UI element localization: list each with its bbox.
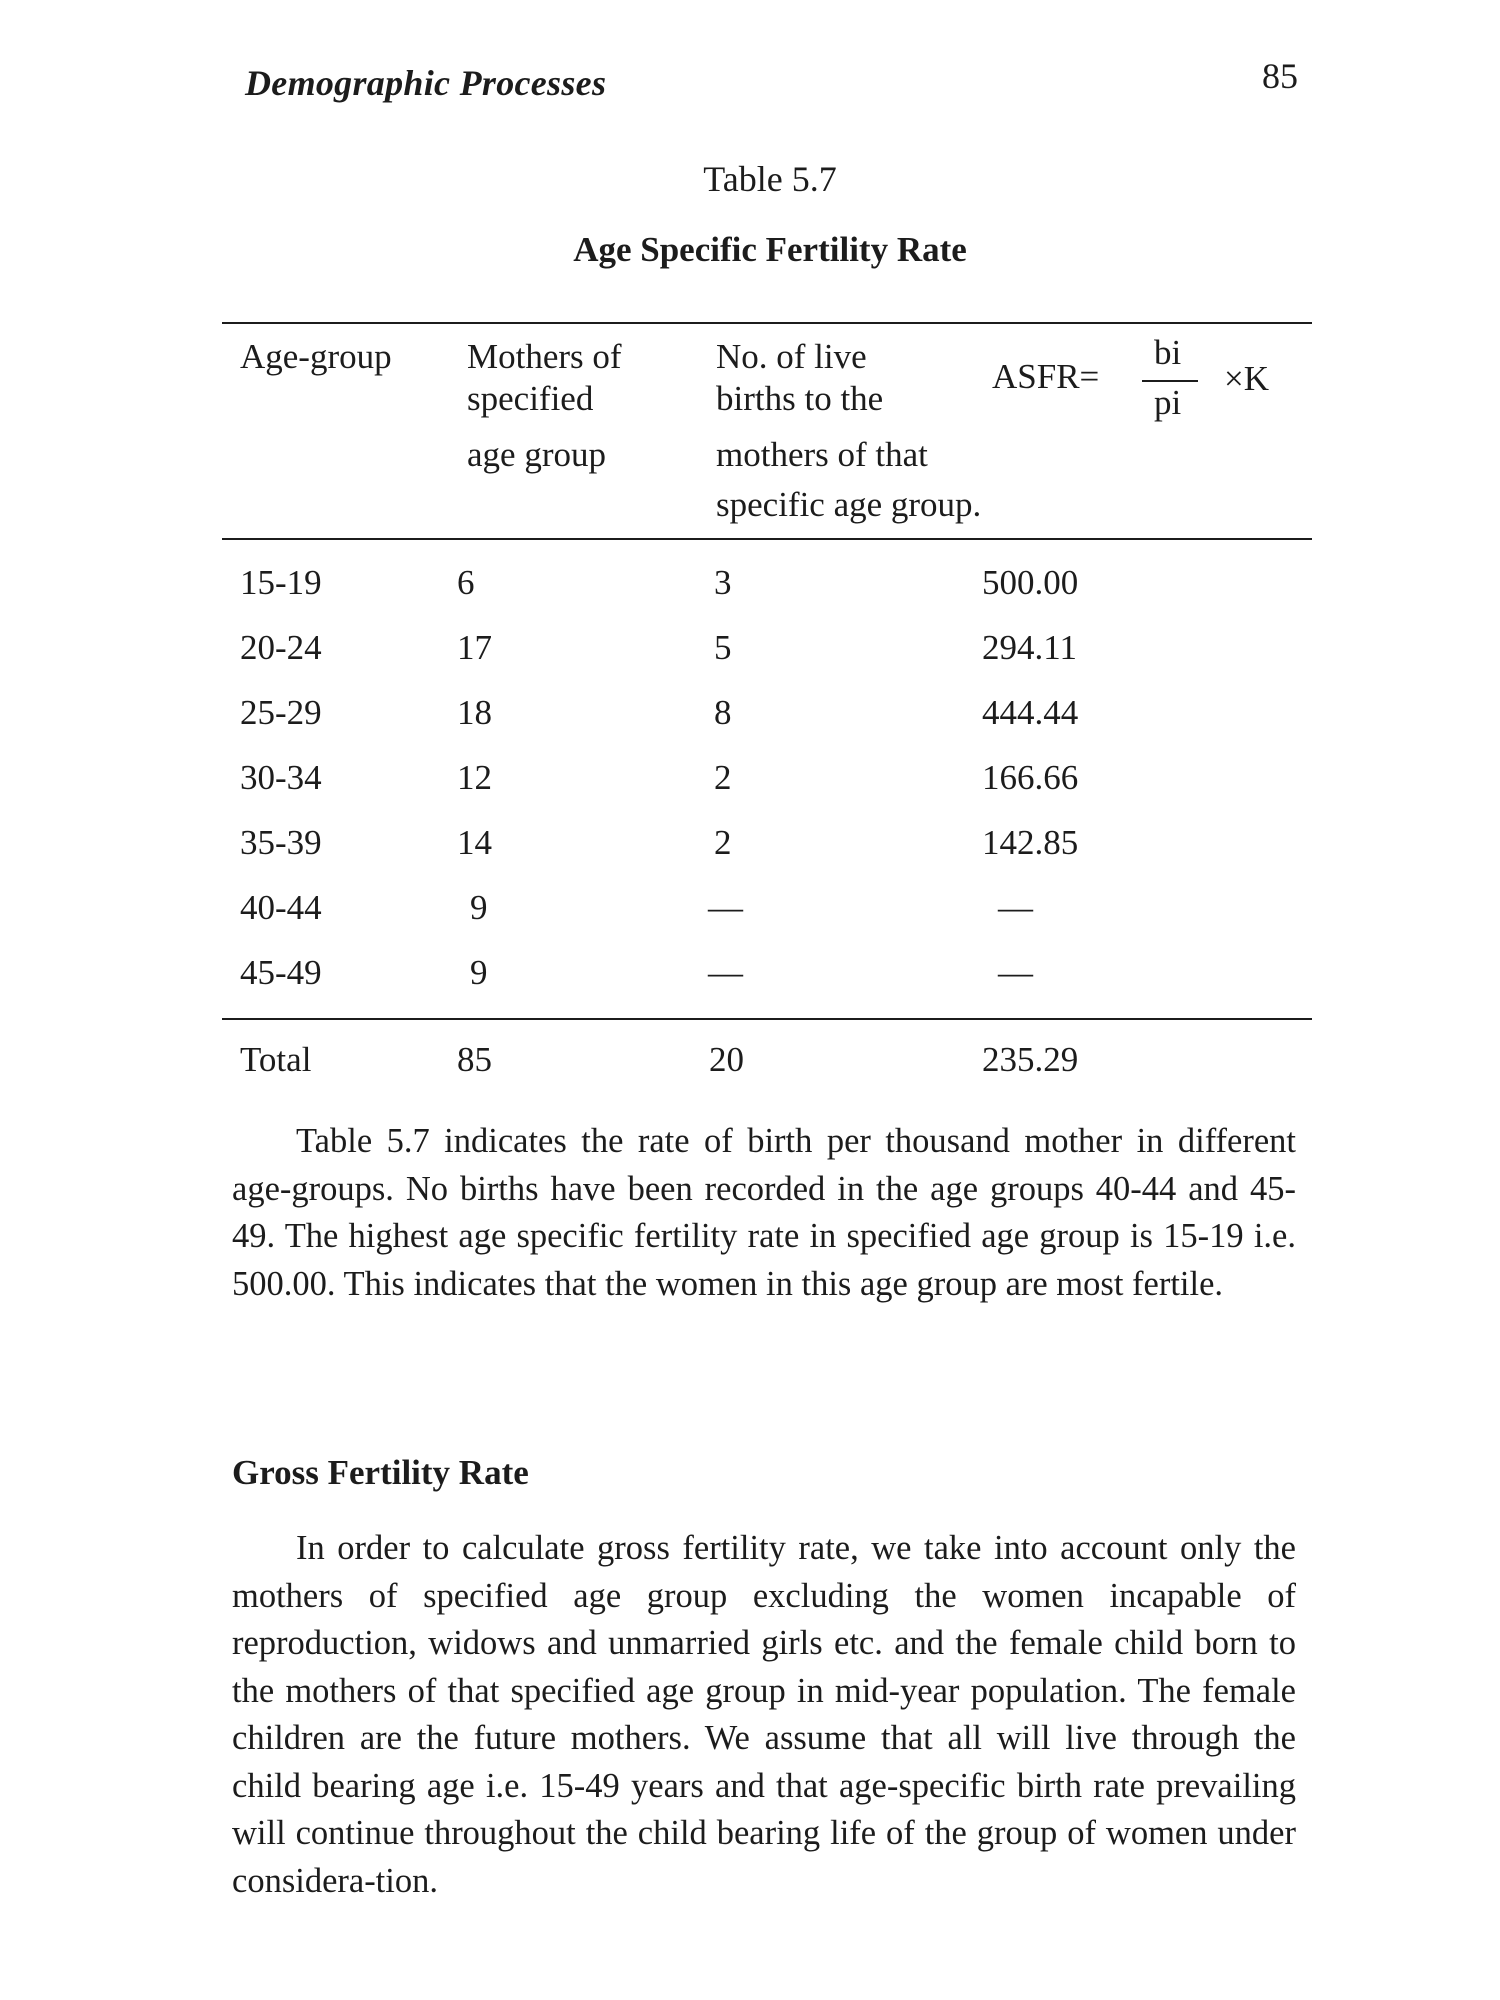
cell-mothers: 9 [470,953,488,992]
cell-age: 20-24 [240,628,322,667]
column-header-age-group: Age-group [240,337,392,376]
section-heading: Gross Fertility Rate [232,1453,529,1492]
table-top-rule [222,322,1312,324]
cell-asfr: — [998,953,1033,992]
page-number: 85 [1262,56,1298,96]
cell-age: 35-39 [240,823,322,862]
cell-mothers: 18 [457,693,492,732]
running-head: Demographic Processes [245,63,607,103]
cell-asfr: 142.85 [982,823,1079,862]
table-number: Table 5.7 [703,159,837,199]
cell-age: 40-44 [240,888,322,927]
table-title: Age Specific Fertility Rate [573,230,967,269]
column-header-live-births: No. of live births to the mothers of that specific age group. [716,337,982,524]
cell-age: 25-29 [240,693,322,732]
cell-mothers: 9 [470,888,488,927]
paragraph-table-interpretation: Table 5.7 indicates the rate of birth per thousand mother in different age-groups. No births have been recorded in the age groups 40-44 and 45-49. The highest age specific fertility rate in specified age group is 15-19 i.e. 500.00. This indicates that the women in this age group are most fertile. [232,1122,1296,1303]
table-total-rule [222,1018,1312,1020]
cell-asfr: — [998,888,1033,927]
cell-births: 8 [714,693,732,732]
cell-births: 5 [714,628,732,667]
cell-mothers: 12 [457,758,492,797]
cell-mothers: 6 [457,563,475,602]
cell-asfr: 500.00 [982,563,1079,602]
cell-total-asfr: 235.29 [982,1040,1079,1079]
cell-mothers: 17 [457,628,492,667]
cell-births: 3 [714,563,732,602]
cell-asfr: 294.11 [982,628,1077,667]
cell-mothers: 14 [457,823,492,862]
asfr-denominator: pi [1154,383,1182,422]
paragraph-gross-fertility-rate: In order to calculate gross fertility rate, we take into account only the mothers of specified age group excluding the women incapable of reproduction, widows and unmarried girls etc. and the female child born to the mothers of that specified age group in mid-year population. The female children are the future mothers. We assume that all will live through the child bearing age i.e. 15-49 years and that age-specific birth rate prevailing will continue throughout the child bearing life of the group of women under considera-tion. [232,1529,1296,1900]
cell-age: 45-49 [240,953,322,992]
asfr-multiplier: ×K [1224,359,1270,398]
table-header-rule [222,538,1312,540]
cell-asfr: 444.44 [982,693,1079,732]
cell-births: — [708,953,743,992]
cell-total-mothers: 85 [457,1040,492,1079]
asfr-numerator: bi [1154,333,1182,372]
cell-births: 2 [714,823,732,862]
cell-births: — [708,888,743,927]
cell-asfr: 166.66 [982,758,1079,797]
asfr-label: ASFR= [992,357,1100,396]
cell-total-births: 20 [709,1040,744,1079]
column-header-asfr-formula [992,333,1312,423]
column-header-mothers: Mothers of specified age group [467,337,622,474]
cell-age: 15-19 [240,563,322,602]
fraction-bar [1142,380,1198,382]
cell-age: 30-34 [240,758,322,797]
cell-births: 2 [714,758,732,797]
cell-total-label: Total [240,1040,312,1079]
